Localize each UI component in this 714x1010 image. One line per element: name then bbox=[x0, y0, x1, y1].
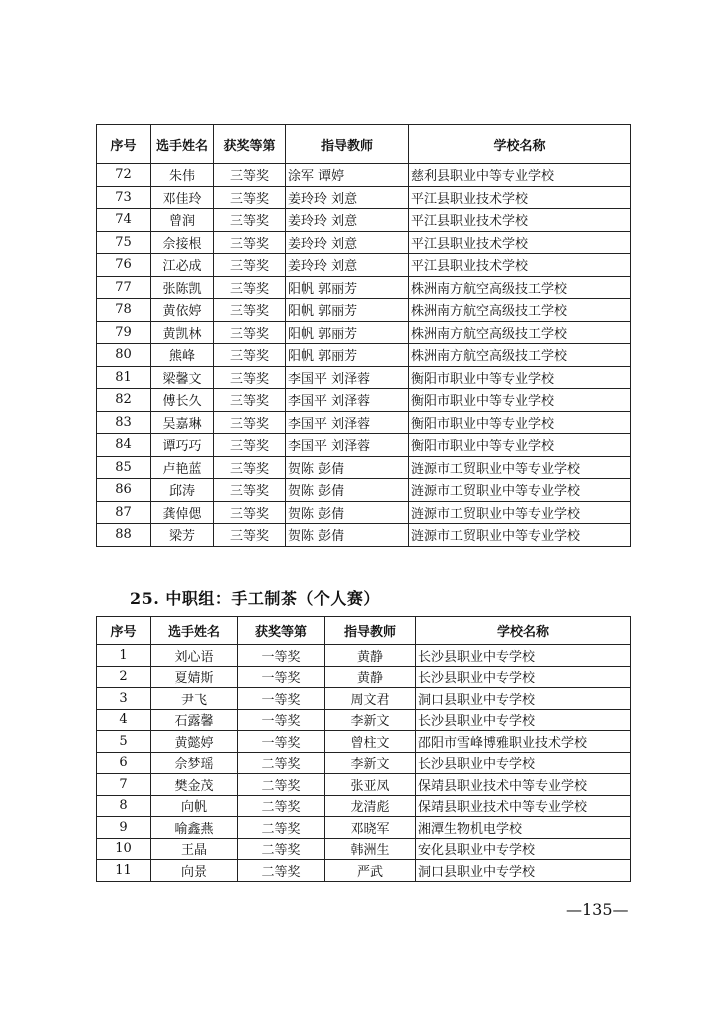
cell-contestant-name: 向帆 bbox=[151, 795, 238, 817]
cell-award-level: 三等奖 bbox=[214, 366, 286, 389]
cell-instructor: 阳帆 郭丽芳 bbox=[286, 299, 409, 322]
cell-contestant-name: 黄懿婷 bbox=[151, 731, 238, 753]
cell-instructor: 贺陈 彭倩 bbox=[286, 456, 409, 479]
cell-school-name: 长沙县职业中专学校 bbox=[416, 709, 631, 731]
cell-award-level: 三等奖 bbox=[214, 501, 286, 524]
cell-instructor: 曾柱文 bbox=[325, 731, 416, 753]
cell-contestant-name: 朱伟 bbox=[151, 164, 214, 187]
cell-award-level: 三等奖 bbox=[214, 276, 286, 299]
cell-instructor: 严武 bbox=[325, 860, 416, 882]
header-award-level: 获奖等第 bbox=[238, 617, 325, 645]
cell-instructor: 龙清彪 bbox=[325, 795, 416, 817]
cell-contestant-name: 黄凯林 bbox=[151, 321, 214, 344]
cell-row-number: 1 bbox=[97, 645, 151, 667]
cell-row-number: 11 bbox=[97, 860, 151, 882]
page-number: —135— bbox=[566, 900, 629, 919]
table-row bbox=[97, 666, 631, 688]
table-row bbox=[97, 254, 631, 277]
cell-instructor: 张亚凤 bbox=[325, 774, 416, 796]
cell-row-number: 4 bbox=[97, 709, 151, 731]
cell-row-number: 87 bbox=[97, 501, 151, 524]
cell-school-name: 平江县职业技术学校 bbox=[409, 254, 631, 277]
cell-row-number: 85 bbox=[97, 456, 151, 479]
table-row bbox=[97, 645, 631, 667]
cell-instructor: 李新文 bbox=[325, 752, 416, 774]
cell-instructor: 李新文 bbox=[325, 709, 416, 731]
cell-contestant-name: 江必成 bbox=[151, 254, 214, 277]
cell-school-name: 平江县职业技术学校 bbox=[409, 231, 631, 254]
cell-award-level: 一等奖 bbox=[238, 731, 325, 753]
cell-instructor: 李国平 刘泽蓉 bbox=[286, 434, 409, 457]
cell-school-name: 平江县职业技术学校 bbox=[409, 209, 631, 232]
table-row bbox=[97, 817, 631, 839]
cell-row-number: 2 bbox=[97, 666, 151, 688]
table-row bbox=[97, 164, 631, 187]
cell-instructor: 韩洲生 bbox=[325, 838, 416, 860]
cell-contestant-name: 梁芳 bbox=[151, 524, 214, 547]
cell-school-name: 邵阳市雪峰博雅职业技术学校 bbox=[416, 731, 631, 753]
cell-row-number: 73 bbox=[97, 186, 151, 209]
cell-school-name: 株洲南方航空高级技工学校 bbox=[409, 276, 631, 299]
cell-instructor: 姜玲玲 刘意 bbox=[286, 254, 409, 277]
cell-award-level: 三等奖 bbox=[214, 209, 286, 232]
cell-contestant-name: 樊金茂 bbox=[151, 774, 238, 796]
cell-award-level: 二等奖 bbox=[238, 774, 325, 796]
cell-award-level: 三等奖 bbox=[214, 389, 286, 412]
cell-row-number: 78 bbox=[97, 299, 151, 322]
cell-row-number: 9 bbox=[97, 817, 151, 839]
award-table-continued bbox=[96, 124, 631, 547]
header-school-name: 学校名称 bbox=[416, 617, 631, 645]
cell-contestant-name: 谭巧巧 bbox=[151, 434, 214, 457]
cell-contestant-name: 熊峰 bbox=[151, 344, 214, 367]
table-row bbox=[97, 321, 631, 344]
cell-instructor: 涂军 谭婷 bbox=[286, 164, 409, 187]
cell-award-level: 三等奖 bbox=[214, 254, 286, 277]
cell-school-name: 长沙县职业中专学校 bbox=[416, 752, 631, 774]
cell-row-number: 74 bbox=[97, 209, 151, 232]
table-row bbox=[97, 231, 631, 254]
cell-instructor: 黄静 bbox=[325, 666, 416, 688]
cell-instructor: 姜玲玲 刘意 bbox=[286, 209, 409, 232]
cell-row-number: 80 bbox=[97, 344, 151, 367]
cell-instructor: 李国平 刘泽蓉 bbox=[286, 366, 409, 389]
cell-contestant-name: 佘接根 bbox=[151, 231, 214, 254]
cell-school-name: 平江县职业技术学校 bbox=[409, 186, 631, 209]
table-row bbox=[97, 209, 631, 232]
section-heading: 25. 中职组：手工制茶（个人赛） bbox=[130, 589, 380, 608]
cell-row-number: 7 bbox=[97, 774, 151, 796]
cell-school-name: 长沙县职业中专学校 bbox=[416, 645, 631, 667]
cell-award-level: 三等奖 bbox=[214, 456, 286, 479]
cell-award-level: 三等奖 bbox=[214, 231, 286, 254]
cell-school-name: 湘潭生物机电学校 bbox=[416, 817, 631, 839]
cell-award-level: 二等奖 bbox=[238, 838, 325, 860]
cell-row-number: 81 bbox=[97, 366, 151, 389]
cell-award-level: 三等奖 bbox=[214, 344, 286, 367]
cell-row-number: 88 bbox=[97, 524, 151, 547]
cell-contestant-name: 曾润 bbox=[151, 209, 214, 232]
cell-row-number: 5 bbox=[97, 731, 151, 753]
cell-school-name: 衡阳市职业中等专业学校 bbox=[409, 411, 631, 434]
cell-row-number: 82 bbox=[97, 389, 151, 412]
cell-school-name: 洞口县职业中专学校 bbox=[416, 860, 631, 882]
table-row bbox=[97, 501, 631, 524]
cell-school-name: 衡阳市职业中等专业学校 bbox=[409, 389, 631, 412]
cell-contestant-name: 石露馨 bbox=[151, 709, 238, 731]
cell-award-level: 一等奖 bbox=[238, 688, 325, 710]
cell-instructor: 李国平 刘泽蓉 bbox=[286, 389, 409, 412]
header-instructor: 指导教师 bbox=[325, 617, 416, 645]
table-row bbox=[97, 411, 631, 434]
cell-school-name: 涟源市工贸职业中等专业学校 bbox=[409, 524, 631, 547]
cell-contestant-name: 龚倬偲 bbox=[151, 501, 214, 524]
cell-contestant-name: 傅长久 bbox=[151, 389, 214, 412]
table-row bbox=[97, 389, 631, 412]
cell-school-name: 涟源市工贸职业中等专业学校 bbox=[409, 479, 631, 502]
cell-contestant-name: 王晶 bbox=[151, 838, 238, 860]
cell-instructor: 邓晓军 bbox=[325, 817, 416, 839]
cell-award-level: 三等奖 bbox=[214, 411, 286, 434]
cell-award-level: 一等奖 bbox=[238, 709, 325, 731]
cell-award-level: 二等奖 bbox=[238, 860, 325, 882]
table-row bbox=[97, 731, 631, 753]
cell-school-name: 保靖县职业技术中等专业学校 bbox=[416, 774, 631, 796]
table-row bbox=[97, 795, 631, 817]
cell-row-number: 83 bbox=[97, 411, 151, 434]
cell-award-level: 三等奖 bbox=[214, 164, 286, 187]
cell-school-name: 衡阳市职业中等专业学校 bbox=[409, 366, 631, 389]
cell-instructor: 姜玲玲 刘意 bbox=[286, 186, 409, 209]
cell-school-name: 涟源市工贸职业中等专业学校 bbox=[409, 501, 631, 524]
cell-award-level: 三等奖 bbox=[214, 321, 286, 344]
cell-award-level: 三等奖 bbox=[214, 524, 286, 547]
header-contestant-name: 选手姓名 bbox=[151, 617, 238, 645]
cell-award-level: 三等奖 bbox=[214, 299, 286, 322]
header-instructor: 指导教师 bbox=[286, 125, 409, 164]
table-body bbox=[97, 164, 631, 547]
cell-school-name: 慈利县职业中等专业学校 bbox=[409, 164, 631, 187]
cell-instructor: 姜玲玲 刘意 bbox=[286, 231, 409, 254]
cell-contestant-name: 邱涛 bbox=[151, 479, 214, 502]
table-row bbox=[97, 752, 631, 774]
table-body bbox=[97, 645, 631, 882]
cell-contestant-name: 梁馨文 bbox=[151, 366, 214, 389]
table-row bbox=[97, 860, 631, 882]
cell-contestant-name: 刘心语 bbox=[151, 645, 238, 667]
cell-contestant-name: 向景 bbox=[151, 860, 238, 882]
table-header-row bbox=[97, 617, 631, 645]
header-contestant-name: 选手姓名 bbox=[151, 125, 214, 164]
cell-school-name: 保靖县职业技术中等专业学校 bbox=[416, 795, 631, 817]
cell-row-number: 86 bbox=[97, 479, 151, 502]
table-row bbox=[97, 434, 631, 457]
cell-row-number: 79 bbox=[97, 321, 151, 344]
cell-instructor: 阳帆 郭丽芳 bbox=[286, 344, 409, 367]
header-number: 序号 bbox=[97, 617, 151, 645]
cell-instructor: 李国平 刘泽蓉 bbox=[286, 411, 409, 434]
header-school-name: 学校名称 bbox=[409, 125, 631, 164]
cell-contestant-name: 黄依婷 bbox=[151, 299, 214, 322]
table-row bbox=[97, 524, 631, 547]
cell-award-level: 二等奖 bbox=[238, 817, 325, 839]
table-header-row bbox=[97, 125, 631, 164]
table-row bbox=[97, 344, 631, 367]
cell-contestant-name: 邓佳玲 bbox=[151, 186, 214, 209]
cell-row-number: 75 bbox=[97, 231, 151, 254]
table-row bbox=[97, 276, 631, 299]
cell-contestant-name: 喻鑫燕 bbox=[151, 817, 238, 839]
cell-award-level: 三等奖 bbox=[214, 479, 286, 502]
cell-contestant-name: 尹飞 bbox=[151, 688, 238, 710]
cell-contestant-name: 卢艳蓝 bbox=[151, 456, 214, 479]
cell-school-name: 长沙县职业中专学校 bbox=[416, 666, 631, 688]
cell-award-level: 二等奖 bbox=[238, 795, 325, 817]
table-row bbox=[97, 688, 631, 710]
cell-row-number: 6 bbox=[97, 752, 151, 774]
cell-award-level: 二等奖 bbox=[238, 752, 325, 774]
cell-award-level: 三等奖 bbox=[214, 434, 286, 457]
cell-instructor: 阳帆 郭丽芳 bbox=[286, 321, 409, 344]
table-row bbox=[97, 479, 631, 502]
table-row bbox=[97, 709, 631, 731]
table-row bbox=[97, 366, 631, 389]
table-row bbox=[97, 774, 631, 796]
cell-instructor: 贺陈 彭倩 bbox=[286, 524, 409, 547]
cell-row-number: 84 bbox=[97, 434, 151, 457]
cell-row-number: 3 bbox=[97, 688, 151, 710]
cell-award-level: 一等奖 bbox=[238, 666, 325, 688]
table-row bbox=[97, 456, 631, 479]
cell-row-number: 8 bbox=[97, 795, 151, 817]
award-table-handmade-tea bbox=[96, 616, 631, 882]
cell-contestant-name: 佘梦瑶 bbox=[151, 752, 238, 774]
cell-school-name: 株洲南方航空高级技工学校 bbox=[409, 299, 631, 322]
cell-award-level: 三等奖 bbox=[214, 186, 286, 209]
cell-school-name: 衡阳市职业中等专业学校 bbox=[409, 434, 631, 457]
table-row bbox=[97, 299, 631, 322]
header-award-level: 获奖等第 bbox=[214, 125, 286, 164]
header-number: 序号 bbox=[97, 125, 151, 164]
cell-school-name: 株洲南方航空高级技工学校 bbox=[409, 344, 631, 367]
cell-award-level: 一等奖 bbox=[238, 645, 325, 667]
cell-instructor: 阳帆 郭丽芳 bbox=[286, 276, 409, 299]
cell-instructor: 贺陈 彭倩 bbox=[286, 501, 409, 524]
cell-school-name: 洞口县职业中专学校 bbox=[416, 688, 631, 710]
table-row bbox=[97, 838, 631, 860]
cell-school-name: 安化县职业中专学校 bbox=[416, 838, 631, 860]
cell-instructor: 黄静 bbox=[325, 645, 416, 667]
cell-contestant-name: 吴嘉琳 bbox=[151, 411, 214, 434]
cell-contestant-name: 夏婧斯 bbox=[151, 666, 238, 688]
table-row bbox=[97, 186, 631, 209]
cell-instructor: 周文君 bbox=[325, 688, 416, 710]
cell-school-name: 涟源市工贸职业中等专业学校 bbox=[409, 456, 631, 479]
cell-row-number: 72 bbox=[97, 164, 151, 187]
cell-row-number: 10 bbox=[97, 838, 151, 860]
cell-instructor: 贺陈 彭倩 bbox=[286, 479, 409, 502]
cell-row-number: 76 bbox=[97, 254, 151, 277]
cell-school-name: 株洲南方航空高级技工学校 bbox=[409, 321, 631, 344]
cell-contestant-name: 张陈凯 bbox=[151, 276, 214, 299]
cell-row-number: 77 bbox=[97, 276, 151, 299]
